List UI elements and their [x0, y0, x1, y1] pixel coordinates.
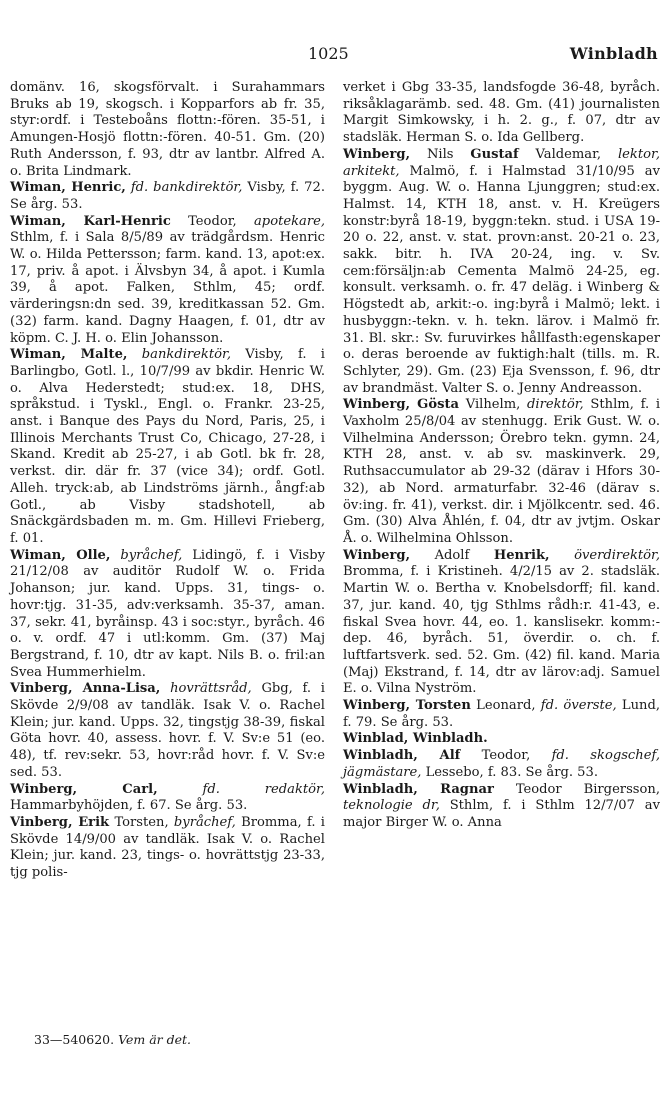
entry-text: Lidingö, f. i Visby 21/12/08 av auditör Rudolf W. o. Frida Johanson; jur. kand. Upps. 31, tings- o. hovr:tjg. 31-35, adv:verksamh. 35-37, aman. 37, sekr. 41, byråinsp. 43 i soc:styr., byråch. 46 o. v. ordf. 47 i utl:komm. Gm. (37) Maj Bergstrand, f. 10, dtr av kapt. Nils B. o. fril:an Svea Hummerhielm. [10, 547, 325, 680]
entry-winberg-carl [10, 782, 325, 815]
continued-entry [10, 80, 325, 180]
entry-winberg-gosta [343, 397, 660, 547]
entry-name: Wiman, Malte, [10, 347, 128, 363]
entry-name: Winbladh, Alf [343, 748, 461, 764]
entry-name: Wiman, Olle, [10, 547, 111, 563]
right-column [343, 80, 660, 832]
entry-winbladh-alf [343, 748, 660, 781]
page-number: 1025 [308, 44, 349, 63]
entry-name: Winberg, Torsten [343, 698, 471, 714]
entry-title: fd. redaktör, [202, 781, 326, 797]
entry-wiman-malte [10, 347, 325, 547]
entry-given-name: Teodor, [188, 213, 237, 229]
entry-given-name-2: Valdemar, [535, 146, 602, 162]
entry-name: Vinberg, Anna-Lisa, [10, 681, 161, 697]
entry-vinberg-anna-lisa [10, 681, 325, 781]
entry-name: Winbladh, Ragnar [343, 781, 494, 797]
entry-winberg-nils-gustaf [343, 147, 660, 398]
entry-given-name-bold: Henrik, [493, 547, 550, 563]
left-column [10, 80, 325, 882]
entry-text: Bromma, f. i Kristineh. 4/2/15 av 2. stadsläk. Martin W. o. Bertha v. Knobelsdorff; fil. kand. 37, jur. kand. 40, tjg Sthlms rådh:r. 41-43, e. fiskal Svea hovr. 44, eo. 1. kanslisekr. komm:-dep. 46, byråch. 51, överdir. o. ch. f. luftfartsverk. sed. 52. Gm. (42) fil. kand. Maria (Maj) Ekstrand, f. 14, dtr av lärov:adj. Samuel E. o. Vilna Nyström. [343, 564, 660, 697]
entry-name: Winberg, [343, 547, 411, 563]
page-footer [34, 1032, 191, 1047]
entry-given-name: Nils [426, 146, 454, 162]
entry-name: Winberg, Carl, [10, 781, 158, 797]
entry-title: apotekare, [254, 213, 325, 229]
page-header [10, 44, 662, 70]
print-code: 33—540620. [34, 1032, 115, 1047]
entry-text: Hammarbyhöjden, f. 67. Se årg. 53. [10, 798, 248, 814]
entry-title: byråchef, [173, 814, 236, 830]
entry-name: Vinberg, Erik [10, 814, 110, 830]
entry-given-name: Adolf [434, 547, 470, 563]
entry-text: Sthlm, f. i Sthlm 12/7/07 av major Birger W. o. Anna [343, 798, 660, 830]
entry-name: Winberg, Gösta [343, 397, 460, 413]
entry-title: bankdirektör, [141, 347, 231, 363]
entry-given-name: Teodor Birgersson, [515, 781, 660, 797]
entry-name: Wiman, Henric, [10, 180, 126, 196]
entry-text: Bromma, f. i Skövde 14/9/00 av tandläk. Isak V. o. Rachel Klein; jur. kand. 23, tings- o. hovrättstjg 23-33, tjg polis- [10, 814, 325, 881]
entry-given-name: Torsten, [114, 814, 169, 830]
entry-title: byråchef, [120, 547, 183, 563]
entry-title: direktör, [527, 397, 584, 413]
entry-text: Sthlm, f. i Sala 8/5/89 av trädgårdsm. Henric W. o. Hilda Pettersson; farm. kand. 13, apot:ex. 17, priv. å apot. i Älvsbyn 34, å apot. i Kumla 39, å apot. Falken, Sthlm, 45; ordf. värderingsn:dn sed. 39, kreditkassan 52. Gm. (32) farm. kand. Dagny Haagen, f. 01, dtr av köpm. C. J. H. o. Elin Johansson. [10, 230, 325, 346]
entry-name: Winberg, [343, 146, 411, 162]
entry-given-name-bold: Gustaf [470, 146, 519, 162]
entry-given-name: Vilhelm, [465, 397, 521, 413]
entry-vinberg-erik [10, 815, 325, 882]
continued-entry [343, 80, 660, 147]
entry-title: fd. bankdirektör, [130, 180, 243, 196]
entry-title: fd. överste, [540, 698, 617, 714]
entry-text: Malmö, f. i Halmstad 31/10/95 av byggm. Aug. W. o. Hanna Ljunggren; stud:ex. Halmst. 14, KTH 18, anst. v. H. Kreügers konstr:byrå 18-19, byggn:tekn. stud. i USA 19-20 o. 22, anst. v. stat. provn:anst. 20-21 o. 23, sakk. bitr. h. IVA 20-24, ing. v. Sv. cem:försäljn:ab Cementa Malmö 24-25, eg. konsult. verksamh. o. fr. 47 deläg. i Winberg & Högstedt ab, arkit:-o. ing:byrå i Malmö; lekt. i husbyggn:-tekn. v. h. tekn. lärov. i Malmö fr. 31. Bl. skr.: Sv. furuvirkes hållfasth:egenskaper o. deras beroende av fuktigh:halt (tills. m. R. Schlyter, 29). Gm. (23) Eja Svensson, f. 96, dtr av brandmäst. Valter S. o. Jenny Andreasson. [343, 163, 660, 396]
section-heading-text: Winblad, Winbladh. [343, 731, 488, 747]
entry-title: överdirektör, [574, 547, 661, 563]
entry-name: Wiman, Karl-Henric [10, 213, 171, 229]
entry-text: Visby, f. 72. Se årg. 53. [10, 180, 325, 212]
book-tagline: Vem är det. [118, 1032, 191, 1047]
entry-winbladh-ragnar [343, 782, 660, 832]
entry-wiman-henric [10, 180, 325, 213]
entry-given-name: Leonard, [476, 698, 536, 714]
entry-text: Lund, f. 79. Se årg. 53. [343, 698, 660, 730]
entry-title: lektor, arkitekt, [343, 146, 660, 179]
entry-wiman-karl-henric [10, 214, 325, 348]
entry-text: Sthlm, f. i Vaxholm 25/8/04 av stenhugg. Erik Gust. W. o. Vilhelmina Andersson; Örebro tekn. gymn. 24, KTH 28, anst. v. ab sv. maskinverk. 29, Ruthsaccumulator ab 29-32 (därav i Hfors 30-32), ab Nord. armaturfabr. 32-46 (därav s. öv:ing. fr. 41), verkst. dir. i Mjölkcentr. sed. 46. Gm. (30) Alva Åhlén, f. 04, dtr av jvtjm. Oskar Å. o. Wilhelmina Ohlsson. [343, 397, 661, 546]
entry-title: fd. skogschef, jägmästare, [343, 748, 660, 780]
entry-title: teknologie dr, [343, 798, 440, 814]
running-head: Winbladh [569, 44, 658, 63]
section-heading [343, 731, 660, 748]
entry-winberg-torsten [343, 698, 660, 731]
entry-wiman-olle [10, 548, 325, 682]
entry-text: Lessebo, f. 83. Se årg. 53. [425, 764, 598, 780]
entry-winberg-henrik [343, 548, 660, 698]
entry-given-name: Teodor, [481, 748, 531, 764]
entry-title: hovrättsråd, [170, 681, 252, 697]
entry-text: Visby, f. i Barlingbo, Gotl. l., 10/7/99 av bkdir. Henric W. o. Alva Hederstedt; stud:ex. 18, DHS, språkstud. i Tyskl., Engl. o. Frankr. 23-25, anst. i Banque des Pays du Nord, Paris, 25, i Illinois Merchants Trust Co, Chicago, 27-28, i Skand. Kredit ab 25-27, i ab Gotl. bk fr. 28, verkst. dir. där fr. 37 (vice 34); ordf. Gotl. Alleh. tryck:ab, ab Lindströms järnh., ångf:ab Gotl., ab Visby stadshotell, ab Snäckgärdsbaden m. m. Gm. Hillevi Frieberg, f. 01. [10, 347, 325, 546]
entry-text: Gbg, f. i Skövde 2/9/08 av tandläk. Isak V. o. Rachel Klein; jur. kand. Upps. 32, tingstjg 38-39, fiskal Göta hovr. 40, assess. hovr. f. V. Sv:e 51 (eo. 48), tf. rev:sekr. 53, hovr:råd hovr. f. V. Sv:e sed. 53. [10, 681, 325, 780]
entry-text: verket i Gbg 33-35, landsfogde 36-48, byråch. riksåklagarämb. sed. 48. Gm. (41) journalisten Margit Simkowsky, i h. 2. g., f. 07, dtr av stadsläk. Herman S. o. Ida Gellberg. [343, 80, 660, 146]
entry-text: domänv. 16, skogsförvalt. i Surahammars Bruks ab 19, skogsch. i Kopparfors ab fr. 35, styr:ordf. i Testeboåns flottn:-fören. 35-51, i Amungen-Hosjö flottn:-fören. 40-51. Gm. (20) Ruth Andersson, f. 93, dtr av lantbr. Alfred A. o. Brita Lindmark. [10, 80, 325, 179]
